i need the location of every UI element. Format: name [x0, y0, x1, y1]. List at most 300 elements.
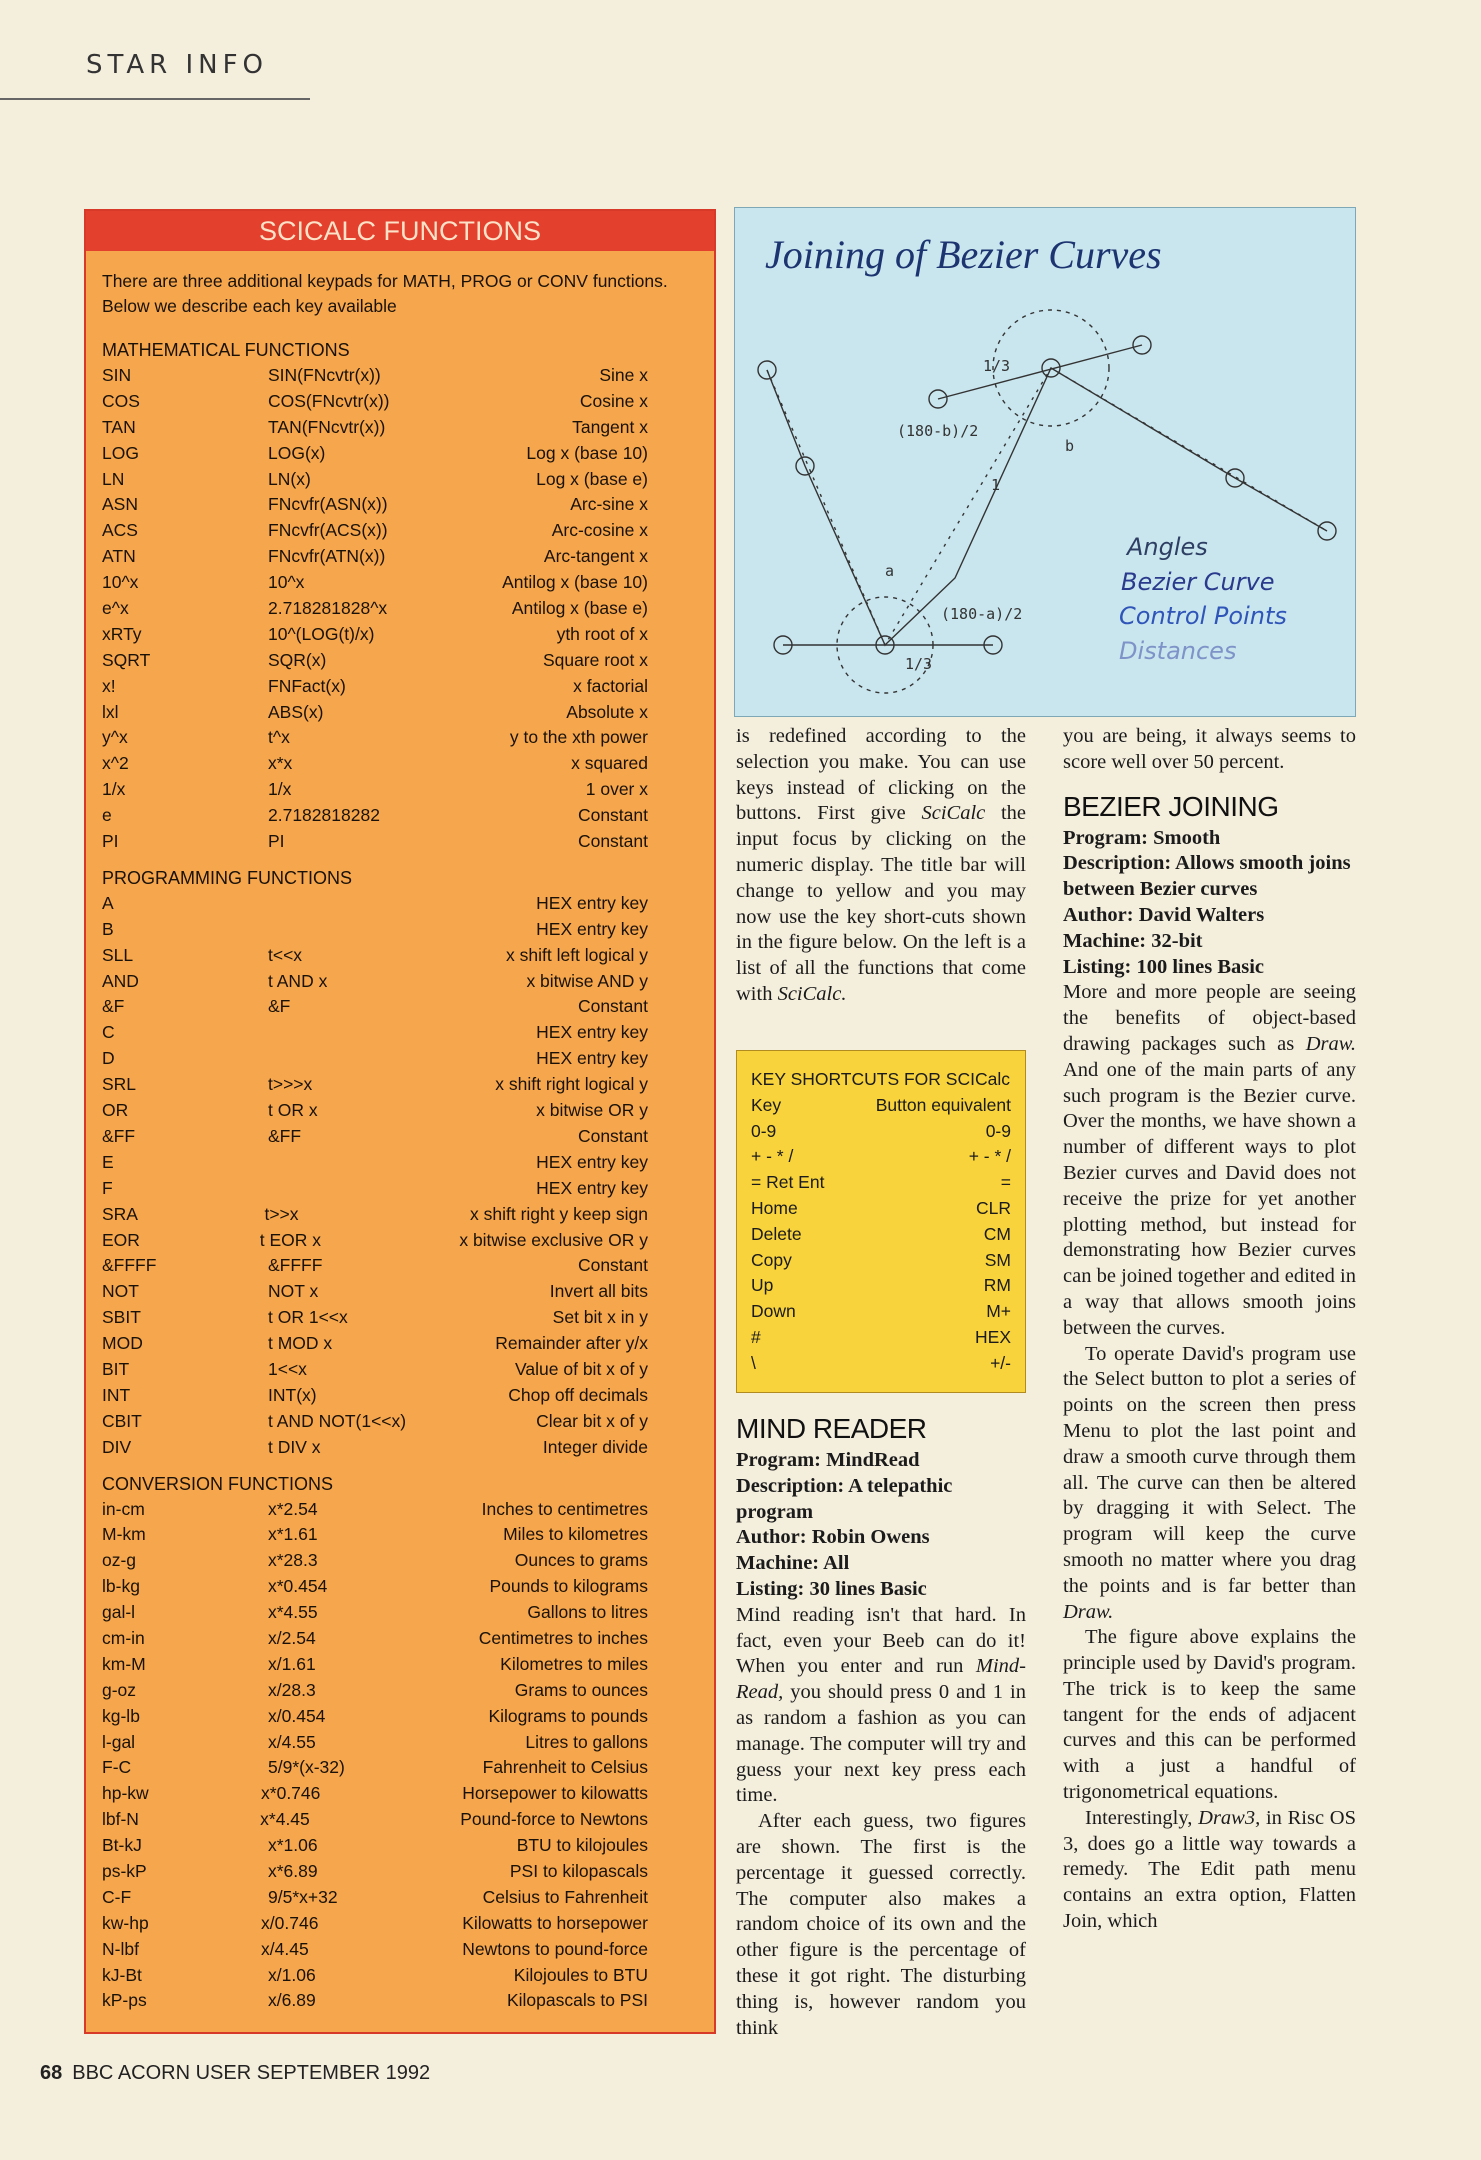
shortcut-button: + - * /	[968, 1146, 1011, 1167]
function-description: Kilojoules to BTU	[513, 1964, 648, 1985]
function-formula: x/28.3	[268, 1679, 316, 1700]
function-description: Sine x	[599, 365, 648, 385]
function-description: yth root of x	[556, 623, 648, 644]
function-description: Clear bit x of y	[536, 1410, 648, 1431]
function-formula: SIN(FNcvtr(x))	[268, 365, 381, 385]
function-description: y to the xth power	[509, 727, 648, 748]
function-row	[86, 969, 714, 995]
function-formula: INT(x)	[268, 1384, 317, 1405]
function-description: x bitwise exclusive OR y	[459, 1229, 648, 1250]
function-row	[86, 943, 714, 969]
function-formula: t>>x	[264, 1203, 299, 1224]
function-description: Kilograms to pounds	[488, 1705, 648, 1726]
function-formula: TAN(FNcvtr(x))	[268, 416, 386, 437]
function-key: gal-l	[102, 1602, 136, 1623]
bezier-joining-heading: BEZIER JOINING	[1063, 790, 1279, 822]
function-formula: 2.718281828^x	[268, 598, 388, 619]
function-formula: t AND x	[268, 970, 328, 991]
function-row	[86, 1072, 714, 1098]
shortcut-row	[751, 1119, 1011, 1145]
function-row	[86, 1704, 714, 1730]
function-description: Integer divide	[542, 1436, 648, 1457]
legend-control-points: Control Points	[1119, 602, 1287, 630]
mind-machine: Machine: All	[736, 1552, 850, 1575]
function-key: oz-g	[102, 1550, 137, 1571]
function-row	[86, 803, 714, 829]
function-key: SIN	[102, 365, 132, 385]
paragraph: To operate David's program use the Select button to plot a series of points on the screen then press Menu to plot the last point and draw a smooth curve through them all. The curve can then be altered by dragging it with Select. The program will keep the curve smooth no matter where you drag the points and is far better than Draw.	[1063, 1342, 1356, 1623]
function-description: HEX entry key	[536, 1022, 648, 1043]
shortcut-row	[751, 1196, 1011, 1222]
function-description: Constant	[577, 1125, 648, 1146]
function-key: OR	[102, 1100, 129, 1121]
bezier-description: Description: Allows smooth joins between Bezier curves	[1063, 852, 1351, 901]
right-column	[1063, 724, 1356, 1935]
function-description: Centimetres to inches	[478, 1627, 648, 1648]
function-row	[86, 441, 714, 467]
page-number: 68	[40, 2062, 63, 2084]
function-key: INT	[102, 1384, 131, 1405]
function-description: Ounces to grams	[514, 1550, 648, 1571]
magazine-issue: BBC ACORN USER SEPTEMBER 1992	[72, 2062, 431, 2084]
function-row	[86, 1497, 714, 1523]
function-row	[86, 1383, 714, 1409]
paragraph: After each guess, two figures are shown. The first is the percentage it guessed correctly. The computer also makes a random choice of its own and the other figure is the percentage of these it got right. The disturbing thing is, however random you think	[736, 1810, 1026, 2039]
conv-function-list	[86, 1497, 714, 2015]
function-formula	[268, 1046, 478, 1072]
function-description: Celsius to Fahrenheit	[482, 1886, 648, 1907]
function-description: Antilog x (base 10)	[502, 572, 648, 593]
function-row	[86, 1305, 714, 1331]
function-row	[86, 1548, 714, 1574]
function-description: Set bit x in y	[552, 1307, 648, 1328]
function-formula: x*4.55	[268, 1602, 318, 1623]
function-row	[86, 1228, 714, 1254]
function-description: Fahrenheit to Celsius	[482, 1757, 648, 1778]
shortcut-button: =	[1000, 1172, 1011, 1193]
shortcut-row	[751, 1351, 1011, 1377]
mind-reader-heading: MIND READER	[736, 1413, 927, 1444]
mind-program: Program: MindRead	[736, 1449, 920, 1471]
function-description: HEX entry key	[536, 1177, 648, 1198]
function-key: D	[102, 1048, 115, 1069]
function-key: e^x	[102, 598, 129, 619]
function-description: HEX entry key	[536, 1048, 648, 1069]
scicalc-intro	[86, 251, 714, 319]
function-key: MOD	[102, 1333, 143, 1354]
function-formula: t AND NOT(1<<x)	[268, 1410, 407, 1431]
shortcut-list	[751, 1119, 1011, 1377]
function-row	[86, 829, 714, 855]
function-description: Kilometres to miles	[500, 1653, 648, 1674]
function-description: Miles to kilometres	[503, 1524, 648, 1545]
mind-listing: Listing: 30 lines Basic	[736, 1577, 927, 1600]
mind-author: Author: Robin Owens	[736, 1526, 930, 1549]
function-formula: LN(x)	[268, 468, 311, 489]
function-key: PI	[102, 831, 119, 852]
function-description: Newtons to pound-force	[462, 1938, 648, 1959]
function-formula: x*4.45	[260, 1809, 310, 1830]
shortcut-row	[751, 1170, 1011, 1196]
function-formula: x*x	[268, 753, 293, 774]
label-a: a	[885, 562, 895, 580]
shortcut-row	[751, 1144, 1011, 1170]
function-row	[86, 1176, 714, 1202]
function-description: Arc-tangent x	[543, 546, 648, 567]
function-key: lb-kg	[102, 1576, 140, 1597]
paragraph: is redefined according to the selection you make. You can use keys instead of clicking on the buttons. First give SciCalc the input focus by clicking on the numeric display. The title bar will change to yellow and you may now use the key short-cuts shown in the figure below. On the left is a list of all the functions that come with SciCalc.	[736, 725, 1026, 1005]
label-a-half: (180-a)/2	[941, 605, 1023, 623]
function-formula: t MOD x	[268, 1333, 333, 1354]
function-description: Grams to ounces	[514, 1679, 648, 1700]
function-key: SRL	[102, 1074, 137, 1095]
function-key: lxl	[102, 701, 119, 722]
function-key: 10^x	[102, 572, 139, 593]
function-row	[86, 1279, 714, 1305]
shortcut-button: CLR	[975, 1197, 1011, 1218]
function-formula: NOT x	[268, 1281, 319, 1302]
function-description: Log x (base 10)	[526, 442, 648, 463]
function-description: Antilog x (base e)	[511, 598, 648, 619]
middle-column-top	[736, 724, 1026, 1008]
function-row	[86, 1626, 714, 1652]
scicalc-title: SCICALC FUNCTIONS	[86, 211, 714, 251]
function-row	[86, 1781, 714, 1807]
function-description: Constant	[577, 996, 648, 1017]
header-rule	[0, 98, 310, 100]
function-row	[86, 1600, 714, 1626]
conv-heading: CONVERSION FUNCTIONS	[102, 1473, 334, 1494]
function-key: LOG	[102, 442, 139, 463]
function-row	[86, 415, 714, 441]
label-third-top: 1/3	[983, 357, 1011, 375]
function-key: SLL	[102, 944, 134, 965]
function-formula: t^x	[268, 727, 290, 748]
shortcut-button: RM	[983, 1275, 1011, 1296]
function-formula: x*0.746	[261, 1783, 321, 1804]
function-key: in-cm	[102, 1498, 145, 1519]
function-row	[86, 1730, 714, 1756]
function-row	[86, 518, 714, 544]
function-key: AND	[102, 970, 139, 991]
function-row	[86, 1937, 714, 1963]
function-row	[86, 1020, 714, 1046]
shortcut-row	[751, 1248, 1011, 1274]
mind-description: Description: A telepathic program	[736, 1474, 953, 1523]
bezier-author: Author: David Walters	[1063, 903, 1265, 926]
function-formula	[268, 917, 478, 943]
function-description: HEX entry key	[536, 892, 648, 913]
shortcut-key: #	[751, 1326, 761, 1347]
shortcut-key: Delete	[751, 1223, 802, 1244]
shortcut-row	[751, 1299, 1011, 1325]
function-description: Kilopascals to PSI	[506, 1990, 648, 2011]
bezier-figure	[734, 207, 1356, 717]
function-description: Tangent x	[572, 416, 648, 437]
math-heading: MATHEMATICAL FUNCTIONS	[102, 340, 350, 360]
function-description: Cosine x	[579, 390, 648, 411]
function-key: E	[102, 1151, 114, 1172]
function-key: ACS	[102, 520, 138, 541]
function-formula: 2.7182818282	[268, 805, 380, 826]
function-key: xRTy	[102, 623, 142, 644]
function-formula: x/4.45	[261, 1938, 309, 1959]
function-description: x factorial	[573, 675, 648, 696]
function-key: ATN	[102, 546, 136, 567]
function-description: x shift left logical y	[506, 944, 648, 965]
function-formula: 10^(LOG(t)/x)	[268, 623, 375, 644]
function-formula: x/0.454	[268, 1705, 326, 1726]
function-description: x shift right logical y	[495, 1074, 648, 1095]
function-row	[86, 1435, 714, 1461]
function-formula: t EOR x	[259, 1229, 322, 1250]
function-row	[86, 1963, 714, 1989]
function-key: CBIT	[102, 1410, 142, 1431]
shortcut-key: Down	[751, 1301, 796, 1322]
function-key: C	[102, 1022, 115, 1043]
scicalc-functions-box	[84, 209, 716, 2034]
function-formula: FNFact(x)	[268, 675, 346, 696]
shortcut-key: = Ret Ent	[751, 1172, 825, 1193]
function-description: Kilowatts to horsepower	[462, 1912, 648, 1933]
function-description: PSI to kilopascals	[509, 1860, 648, 1881]
label-b: b	[1065, 437, 1075, 455]
function-key: l-gal	[102, 1731, 136, 1752]
function-description: HEX entry key	[536, 918, 648, 939]
function-row	[86, 891, 714, 917]
shortcuts-title: KEY SHORTCUTS FOR SCICalc	[751, 1069, 1010, 1089]
legend-angles: Angles	[1127, 533, 1208, 561]
function-formula: t DIV x	[268, 1436, 321, 1457]
function-description: HEX entry key	[536, 1151, 648, 1172]
function-row	[86, 1098, 714, 1124]
function-key: SRA	[102, 1203, 138, 1224]
function-row	[86, 1833, 714, 1859]
function-description: Gallons to litres	[527, 1602, 648, 1623]
bezier-curve-segment	[1051, 368, 1327, 531]
function-row	[86, 363, 714, 389]
function-formula: PI	[268, 831, 285, 852]
function-formula: x*0.454	[268, 1576, 328, 1597]
shortcut-key: 0-9	[751, 1120, 777, 1141]
function-formula: SQR(x)	[268, 649, 327, 670]
bezier-program: Program: Smooth	[1063, 826, 1221, 849]
paragraph: The figure above explains the principle used by David's program. The trick is to keep the same tangent for the ends of adjacent curves and this can be performed with a just a handful of trigonometrical equations.	[1063, 1626, 1356, 1804]
paragraph: More and more people are seeing the benefits of object-based drawing packages such as Draw. And one of the main parts of any such program is the Bezier curve. Over the months, we have shown a number of different ways to plot Bezier curves and David does not receive the prize for yet another plotting method, but instead for demonstrating how Bezier curves can be joined together and edited in a way that allows smooth joins between the curves.	[1063, 981, 1356, 1339]
function-formula: &FF	[268, 1125, 302, 1146]
scicalc-intro-line: Below we describe each key available	[102, 296, 397, 316]
function-key: &FF	[102, 1125, 136, 1146]
paragraph: you are being, it always seems to score well over 50 percent.	[1063, 725, 1356, 773]
scicalc-intro-line: There are three additional keypads for MATH, PROG or CONV functions.	[102, 271, 668, 291]
function-description: Chop off decimals	[508, 1384, 648, 1405]
function-key: SQRT	[102, 649, 151, 670]
function-key: g-oz	[102, 1679, 137, 1700]
function-row	[86, 1988, 714, 2014]
function-formula: t OR x	[268, 1100, 318, 1121]
function-row	[86, 700, 714, 726]
function-formula: x*6.89	[268, 1860, 318, 1881]
function-key: kJ-Bt	[102, 1964, 142, 1985]
function-key: kP-ps	[102, 1990, 147, 2011]
function-description: Invert all bits	[549, 1281, 648, 1302]
function-formula	[268, 891, 478, 917]
function-key: DIV	[102, 1436, 132, 1457]
shortcut-key: + - * /	[751, 1146, 794, 1167]
function-key: kw-hp	[102, 1912, 149, 1933]
function-description: Absolute x	[566, 701, 648, 722]
shortcut-key: Copy	[751, 1249, 792, 1270]
function-description: x shift right y keep sign	[470, 1203, 648, 1224]
shortcuts-header: Key Button equivalent	[751, 1094, 1011, 1115]
key-shortcuts-box	[736, 1050, 1026, 1393]
function-formula: LOG(x)	[268, 442, 326, 463]
function-description: Remainder after y/x	[495, 1333, 648, 1354]
function-row	[86, 1807, 714, 1833]
function-formula: FNcvfr(ASN(x))	[268, 494, 388, 515]
function-row	[86, 492, 714, 518]
shortcut-row	[751, 1273, 1011, 1299]
function-formula: &F	[268, 996, 291, 1017]
figure-title: Joining of Bezier Curves	[765, 232, 1162, 277]
function-formula: x*1.61	[268, 1524, 318, 1545]
function-formula	[268, 1150, 478, 1176]
function-key: ASN	[102, 494, 138, 515]
function-key: &F	[102, 996, 125, 1017]
function-formula: 1<<x	[268, 1358, 307, 1379]
shortcut-key: Home	[751, 1197, 798, 1218]
function-key: ps-kP	[102, 1860, 147, 1881]
function-formula: COS(FNcvtr(x))	[268, 390, 390, 411]
function-key: F	[102, 1177, 113, 1198]
function-formula	[268, 1020, 478, 1046]
function-formula: x/2.54	[268, 1627, 316, 1648]
function-row	[86, 1911, 714, 1937]
function-description: Value of bit x of y	[515, 1358, 648, 1379]
function-description: Inches to centimetres	[481, 1498, 648, 1519]
shortcut-key: \	[751, 1352, 756, 1373]
section-header: STAR INFO	[86, 50, 269, 80]
math-function-list	[86, 363, 714, 855]
function-description: Constant	[577, 805, 648, 826]
function-row	[86, 994, 714, 1020]
function-description: x bitwise AND y	[526, 970, 648, 991]
function-row	[86, 1859, 714, 1885]
function-row	[86, 1150, 714, 1176]
function-formula: 1/x	[268, 779, 292, 800]
function-key: B	[102, 918, 114, 939]
shortcut-button: 0-9	[985, 1120, 1011, 1141]
function-row	[86, 1357, 714, 1383]
function-key: 1/x	[102, 779, 126, 800]
function-description: x squared	[571, 753, 648, 774]
function-row	[86, 1331, 714, 1357]
function-description: Pound-force to Newtons	[460, 1809, 648, 1830]
function-row	[86, 725, 714, 751]
prog-heading: PROGRAMMING FUNCTIONS	[102, 867, 352, 888]
function-description: Arc-cosine x	[551, 520, 648, 541]
function-key: kg-lb	[102, 1705, 140, 1726]
function-description: Horsepower to kilowatts	[462, 1783, 648, 1804]
function-row	[86, 1124, 714, 1150]
function-key: C-F	[102, 1886, 132, 1907]
function-key: cm-in	[102, 1627, 145, 1648]
function-formula: x*2.54	[268, 1498, 318, 1519]
paragraph: Interestingly, Draw3, in Risc OS 3, does go a little way towards a remedy. The Edit path menu contains an extra option, Flatten Join, which	[1063, 1806, 1356, 1933]
function-key: BIT	[102, 1358, 130, 1379]
function-row	[86, 622, 714, 648]
function-description: Constant	[577, 831, 648, 852]
function-row	[86, 1202, 714, 1228]
function-formula: t>>>x	[268, 1074, 313, 1095]
prog-function-list	[86, 891, 714, 1461]
shortcut-key: Up	[751, 1275, 774, 1296]
function-row	[86, 467, 714, 493]
figure-legend	[1119, 533, 1287, 665]
bezier-curve-segment	[767, 370, 885, 645]
function-row	[86, 1253, 714, 1279]
function-description: Constant	[577, 1255, 648, 1276]
function-key: LN	[102, 468, 125, 489]
function-row	[86, 1046, 714, 1072]
shortcut-row	[751, 1222, 1011, 1248]
function-formula: x/1.61	[268, 1653, 316, 1674]
shortcut-button: +/-	[990, 1352, 1011, 1373]
function-key: EOR	[102, 1229, 140, 1250]
function-key: x^2	[102, 753, 129, 774]
function-row	[86, 389, 714, 415]
function-formula	[268, 1176, 478, 1202]
shortcut-row	[751, 1325, 1011, 1351]
function-key: &FFFF	[102, 1255, 157, 1276]
function-key: x!	[102, 675, 116, 696]
function-key: e	[102, 805, 112, 826]
shortcut-button: SM	[984, 1249, 1011, 1270]
function-key: lbf-N	[102, 1809, 139, 1830]
function-key: y^x	[102, 727, 128, 748]
function-key: km-M	[102, 1653, 146, 1674]
function-row	[86, 648, 714, 674]
function-row	[86, 1652, 714, 1678]
function-formula: ABS(x)	[268, 701, 324, 722]
function-formula: x/0.746	[261, 1912, 319, 1933]
function-formula: t<<x	[268, 944, 303, 965]
function-row	[86, 751, 714, 777]
bezier-machine: Machine: 32-bit	[1063, 929, 1203, 952]
shortcut-button: CM	[983, 1223, 1011, 1244]
function-formula: &FFFF	[268, 1255, 323, 1276]
label-third-bottom: 1/3	[905, 655, 933, 673]
function-formula: 5/9*(x-32)	[268, 1757, 345, 1778]
function-row	[86, 777, 714, 803]
middle-column-bottom	[736, 1412, 1026, 2041]
function-formula: x/4.55	[268, 1731, 316, 1752]
function-row	[86, 596, 714, 622]
function-formula: FNcvfr(ACS(x))	[268, 520, 388, 541]
function-description: Log x (base e)	[536, 468, 648, 489]
function-description: Litres to gallons	[525, 1731, 648, 1752]
function-description: Arc-sine x	[570, 494, 648, 515]
function-key: COS	[102, 390, 140, 411]
function-key: hp-kw	[102, 1783, 149, 1804]
function-key: A	[102, 892, 114, 913]
shortcut-button: M+	[986, 1301, 1011, 1322]
legend-bezier-curve: Bezier Curve	[1121, 568, 1275, 596]
shortcut-button: HEX	[975, 1326, 1011, 1347]
function-key: F-C	[102, 1757, 132, 1778]
function-formula: x*1.06	[268, 1835, 318, 1856]
function-formula: t OR 1<<x	[268, 1307, 348, 1328]
